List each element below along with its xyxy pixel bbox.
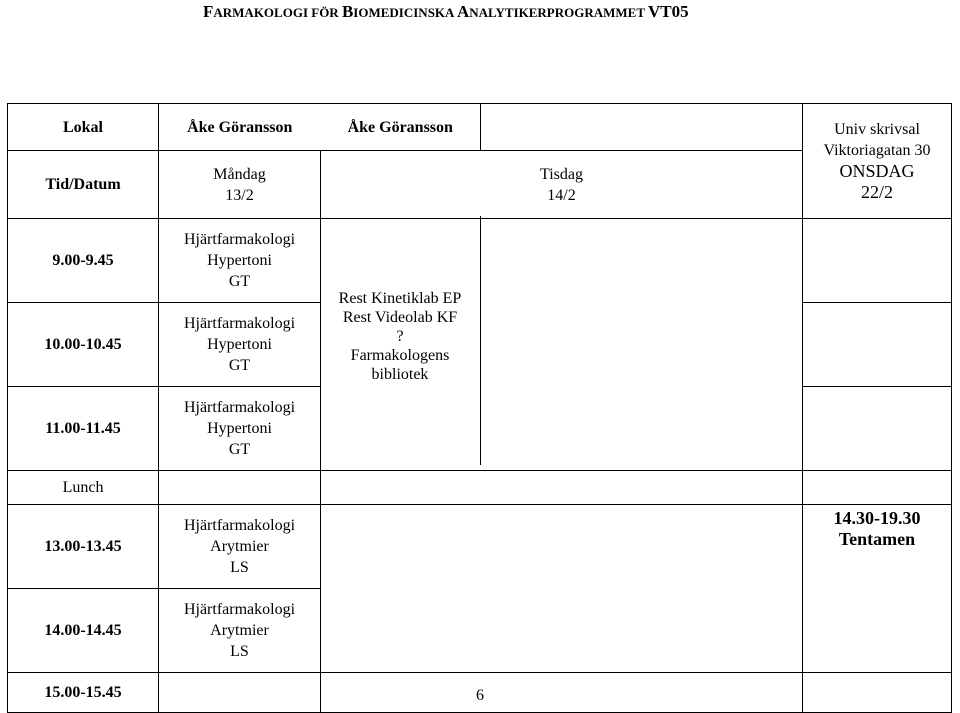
time-slot: 13.00-13.45 [8,505,159,589]
lesson-topic: Arytmier [210,622,269,639]
empty-cell [803,471,952,505]
lokal-wednesday-line1: Univ skrivsal [834,121,920,138]
lesson-teacher: GT [228,441,251,458]
title-part: VT05 [648,2,689,21]
lesson-teacher: LS [230,559,249,576]
lesson-subject: Hjärtfarmakologi [183,315,296,332]
wednesday-header [803,104,952,219]
lokal-row [8,104,952,151]
empty-cell [159,673,321,713]
lesson-teacher: GT [228,273,251,290]
monday-date: 13/2 [225,186,254,204]
title-part: ARMAKOLOGI FÖR [213,5,342,20]
tuesday-divider [480,216,481,465]
wednesday-slot-empty [803,303,952,387]
empty-cell [321,505,803,673]
page-number: 6 [476,687,484,704]
lunch-row [8,471,952,505]
wednesday-slot-empty [803,387,952,471]
tuesday-date: 14/2 [547,186,576,204]
empty-cell [321,673,803,713]
tuesday-line: Rest Kinetiklab EP [338,290,462,307]
tid-label: Tid/Datum [8,151,159,219]
lesson-subject: Hjärtfarmakologi [183,399,296,416]
wednesday-slot-empty [803,219,952,303]
title-part: A [456,2,470,21]
monday-day: Måndag [213,165,266,183]
wednesday-exam [803,505,952,673]
time-slot: 14.00-14.45 [8,589,159,673]
monday-slot-2 [159,303,321,387]
tuesday-day: Tisdag [540,165,583,183]
document-title [203,2,689,22]
title-part: IOMEDICINSKA [353,5,457,20]
wednesday-date: 22/2 [860,182,893,202]
monday-slot-4 [159,505,321,589]
monday-slot-3 [159,387,321,471]
tuesday-block-text [320,289,480,384]
wednesday-day: ONSDAG [839,161,915,181]
empty-cell [159,471,321,505]
lesson-teacher: GT [228,357,251,374]
lesson-subject: Hjärtfarmakologi [183,517,296,534]
empty-cell [803,673,952,713]
title-part: B [341,2,354,21]
lunch-label: Lunch [8,471,159,505]
title-part: NALYTIKERPROGRAMMET [469,5,649,20]
tuesday-line: Farmakologens [350,347,450,364]
exam-label: Tentamen [838,529,916,549]
tuesday-line: bibliotek [371,366,429,383]
monday-slot-1 [159,219,321,303]
monday-header [159,151,321,219]
lesson-subject: Hjärtfarmakologi [183,231,296,248]
lokal-spacer [481,104,803,151]
slot-row [8,505,952,589]
empty-cell [321,471,803,505]
time-slot: 11.00-11.45 [8,387,159,471]
lokal-wednesday-line2: Viktoriagatan 30 [823,142,931,159]
lokal-tuesday: Åke Göransson [321,104,481,151]
tuesday-line: ? [396,328,404,345]
lesson-topic: Hypertoni [207,252,272,269]
tuesday-header [321,151,803,219]
title-part: F [203,2,214,21]
lesson-topic: Arytmier [210,538,269,555]
tuesday-line: Rest Videolab KF [342,309,458,326]
lesson-subject: Hjärtfarmakologi [183,601,296,618]
lesson-topic: Hypertoni [207,336,272,353]
time-slot: 15.00-15.45 [8,673,159,713]
exam-time: 14.30-19.30 [833,508,921,528]
lesson-teacher: LS [230,643,249,660]
lokal-label: Lokal [8,104,159,151]
time-slot: 9.00-9.45 [8,219,159,303]
time-slot: 10.00-10.45 [8,303,159,387]
lokal-monday: Åke Göransson [159,104,321,151]
lesson-topic: Hypertoni [207,420,272,437]
monday-slot-5 [159,589,321,673]
